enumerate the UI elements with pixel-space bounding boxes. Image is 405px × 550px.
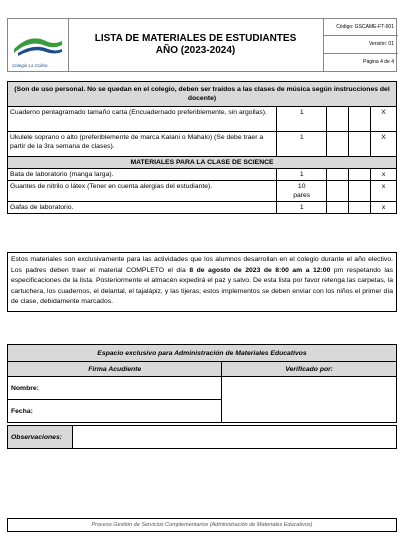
qty-cell: [277, 181, 327, 202]
empty-cell: [349, 181, 371, 202]
note-text-2: pm respetando las especificaciones de la lista. Posteriormente el almacén expedirá el paz y salvo. De esta lista por favor retenga las carpetas, la cartuchera, los cuadernos, el delantal, el tajalápiz, y las tijeras; estos implementos se deben enviar con los niños el primer día de clase, debidamente marcados.: [11, 266, 394, 305]
qty-cell: 1: [277, 107, 327, 132]
empty-cell: [327, 202, 349, 214]
qty-cell: 1: [277, 169, 327, 181]
mark-cell: x: [371, 181, 397, 202]
qty-cell: 1: [277, 202, 327, 214]
logo-text: Colegio La Colina: [12, 63, 48, 68]
empty-cell: [349, 169, 371, 181]
document-footer: [7, 518, 397, 532]
guardian-signature-header: Firma Acudiente: [8, 362, 222, 377]
mark-cell: X: [371, 132, 397, 157]
item-cell: Gafas de laboratorio.: [8, 202, 277, 214]
admin-title: Espacio exclusivo para Administración de Materiales Educativos: [8, 345, 397, 362]
item-cell: Ukulele soprano o alto (preferiblemente de marca Kalani o Mahalo) (Se debe traer a partir de la 3ra semana de clases).: [8, 132, 277, 157]
mark-cell: x: [371, 202, 397, 214]
title-line-1: LISTA DE MATERIALES DE ESTUDIANTES: [94, 33, 297, 44]
document-version: Versión: 01: [323, 36, 398, 53]
table-row: [8, 181, 397, 202]
page-number: Página 4 de 4: [363, 59, 394, 66]
item-cell: Guantes de nitrilo o látex (Tener en cuenta alergias del estudiante).: [8, 181, 277, 202]
verified-by-field[interactable]: [222, 377, 397, 423]
document-title: [68, 19, 324, 71]
qty-cell: 1: [277, 132, 327, 157]
note-text-1: Estos materiales son exclusivamente para las actividades que los alumnos desarrollan en el colegio durante el año electivo. Los padres deben traer el material COMPLETO el día: [11, 256, 393, 274]
verified-by-header: Verificado por:: [222, 362, 397, 377]
science-section-header: MATERIALES PARA LA CLASE DE SCIENCE: [8, 157, 397, 169]
title-line-2: AÑO (2023-2024): [155, 45, 236, 56]
instructions-note: [7, 252, 397, 312]
note-delivery-date: 8 de agosto de 2023 de 8:00 am a 12:00: [189, 266, 331, 274]
empty-cell: [349, 202, 371, 214]
table-row: [8, 132, 397, 157]
mark-cell: X: [371, 107, 397, 132]
materials-table: [7, 81, 397, 214]
table-row: [8, 169, 397, 181]
observations-table: [7, 425, 397, 449]
document-code: Código: GSCAME-FT-001: [323, 19, 398, 36]
footer-text: Proceso Gestión de Servicios Complementarios (Administración de Materiales Educativos): [91, 522, 313, 528]
item-cell: Cuaderno pentagramado tamaño carta (Encuadernado preferiblemente, sin argollas).: [8, 107, 277, 132]
empty-cell: [327, 169, 349, 181]
admin-table: [7, 344, 397, 423]
name-field[interactable]: Nombre:: [8, 377, 222, 400]
item-cell: Bata de laboratorio (manga larga).: [8, 169, 277, 181]
table-row: [8, 107, 397, 132]
music-intro: (Son de uso personal. No se quedan en el colegio, deben ser traídos a las clases de música según instrucciones del docente): [8, 82, 397, 107]
document-meta: [323, 19, 398, 71]
empty-cell: [327, 181, 349, 202]
hills-logo-icon: [8, 19, 68, 63]
date-field[interactable]: Fecha:: [8, 400, 222, 423]
mark-cell: x: [371, 169, 397, 181]
empty-cell: [327, 107, 349, 132]
observations-label: Observaciones:: [8, 426, 73, 449]
document-header: [7, 18, 397, 72]
school-logo: [8, 19, 69, 71]
table-row: [8, 202, 397, 214]
empty-cell: [349, 107, 371, 132]
qty-value: 10: [297, 183, 306, 190]
empty-cell: [327, 132, 349, 157]
observations-field[interactable]: [72, 426, 396, 449]
empty-cell: [349, 132, 371, 157]
qty-unit: pares: [293, 192, 311, 199]
